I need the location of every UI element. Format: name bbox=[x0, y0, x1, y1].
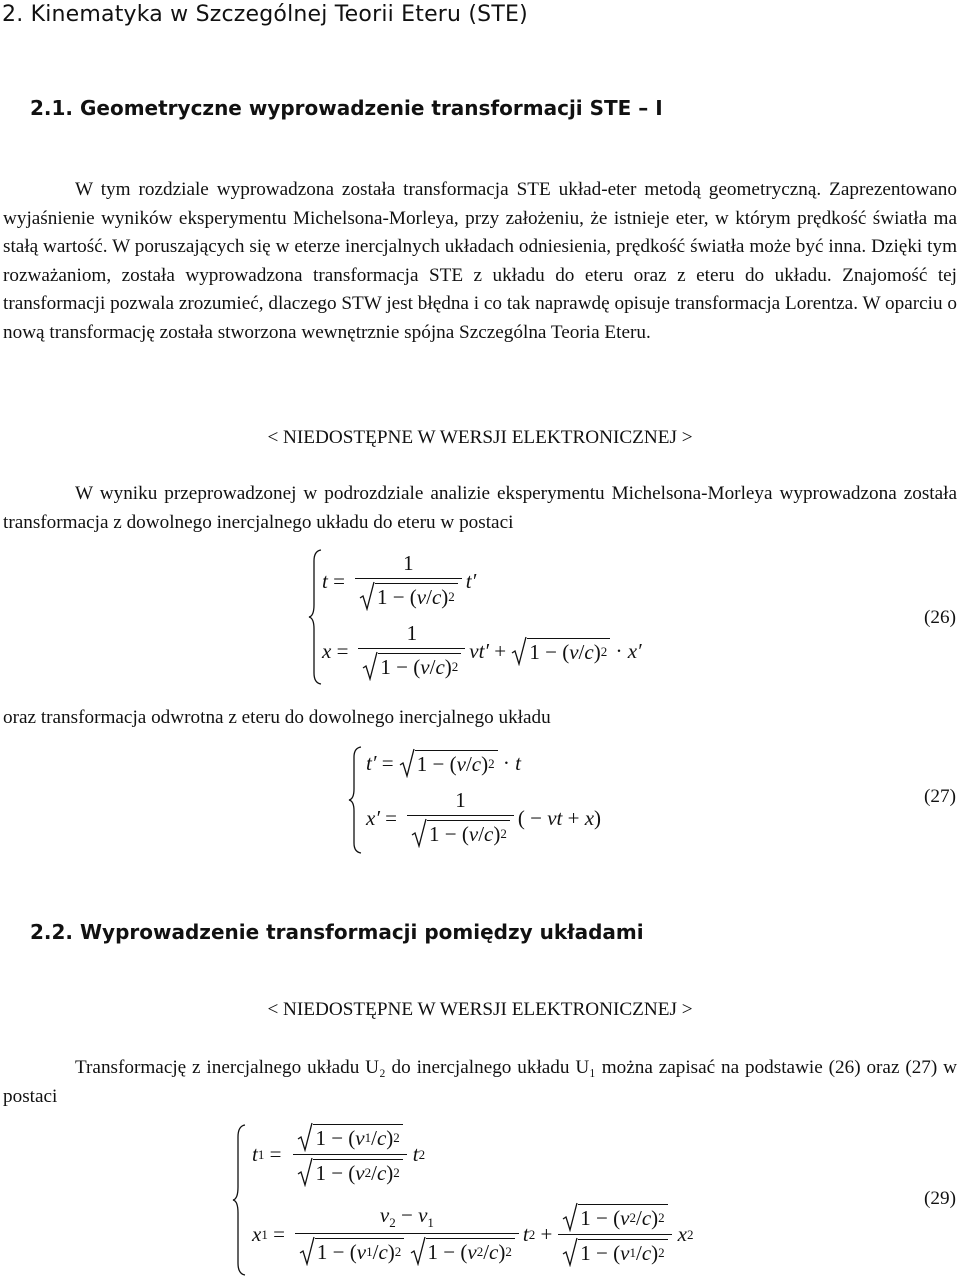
equation-26: t = 1 1 − ( v / c ) 2 t′ x = 1 1 − ( v / c ) 2 vt′ + 1 − ( v / c ) 2 · x′ (26) bbox=[0, 545, 960, 690]
section-heading-2-2: 2.2. Wyprowadzenie transformacji pomiędzy układami bbox=[30, 920, 644, 944]
section-heading-2-1: 2.1. Geometryczne wyprowadzenie transformacji STE – I bbox=[30, 96, 663, 120]
left-brace bbox=[348, 746, 362, 854]
paragraph-intro: W tym rozdziale wyprowadzona została transformacja STE układ-eter metodą geometryczną. Zaprezentowano wyjaśnienie wyników eksperymentu Michelsona-Morleya, przy założeniu, że istnieje eter, w którym prędkość światła ma stałą wartość. W poruszających się w eterze inercjalnych układach odniesienia, prędkość światła może być inna. Dzięki tym rozważaniom, została wyprowadzona transformacja STE z układu do eteru oraz z eteru do układu. Znajomość tej transformacji pozwala zrozumieć, dlaczego STW jest błędna i co tak naprawdę opisuje transformacja Lorentza. W oparciu o nową transformację została stworzona wewnętrznie spójna Szczególna Teoria Eteru. bbox=[3, 179, 957, 343]
chapter-heading: 2. Kinematyka w Szczególnej Teorii Eteru (STE) bbox=[2, 2, 528, 27]
left-brace bbox=[232, 1124, 246, 1276]
unavailable-notice-2: < NIEDOSTĘPNE W WERSJI ELEKTRONICZNEJ > bbox=[267, 999, 693, 1020]
equation-number-29: (29) bbox=[924, 1188, 956, 1209]
left-brace bbox=[308, 549, 322, 685]
unavailable-notice-1: < NIEDOSTĘPNE W WERSJI ELEKTRONICZNEJ > bbox=[267, 427, 693, 448]
paragraph-between-frames: Transformację z inercjalnego układu U₂ do inercjalnego układu U₁ można zapisać na podstawie (26) oraz (27) w postaci bbox=[3, 1057, 957, 1107]
equation-number-26: (26) bbox=[924, 607, 956, 628]
equation-27: t′ = 1 − ( v / c ) 2 · t x′ = 1 1 − ( v / c ) 2 ( − vt + x ) (27) bbox=[0, 742, 960, 857]
equation-29: t 1 = 1 − ( v 1 / c ) 2 1 − ( v 2 / c ) 2 t 2 x 1 = $v_2 - v_1$ 1 − ( v 1 / c ) 2 1 − ( v 2 / c ) 2 t 2 + 1 − ( v 2 / c ) 2 1 − ( v 1 / c ) 2 x 2 (29) bbox=[0, 1120, 960, 1280]
paragraph-transformation-intro: W wyniku przeprowadzonej w podrozdziale analizie eksperymentu Michelsona-Morleya wyprowadzona została transformacja z dowolnego inercjalnego układu do eteru w postaci bbox=[3, 483, 957, 533]
equation-number-27: (27) bbox=[924, 786, 956, 807]
paragraph-inverse-intro: oraz transformacja odwrotna z eteru do dowolnego inercjalnego układu bbox=[3, 707, 551, 728]
